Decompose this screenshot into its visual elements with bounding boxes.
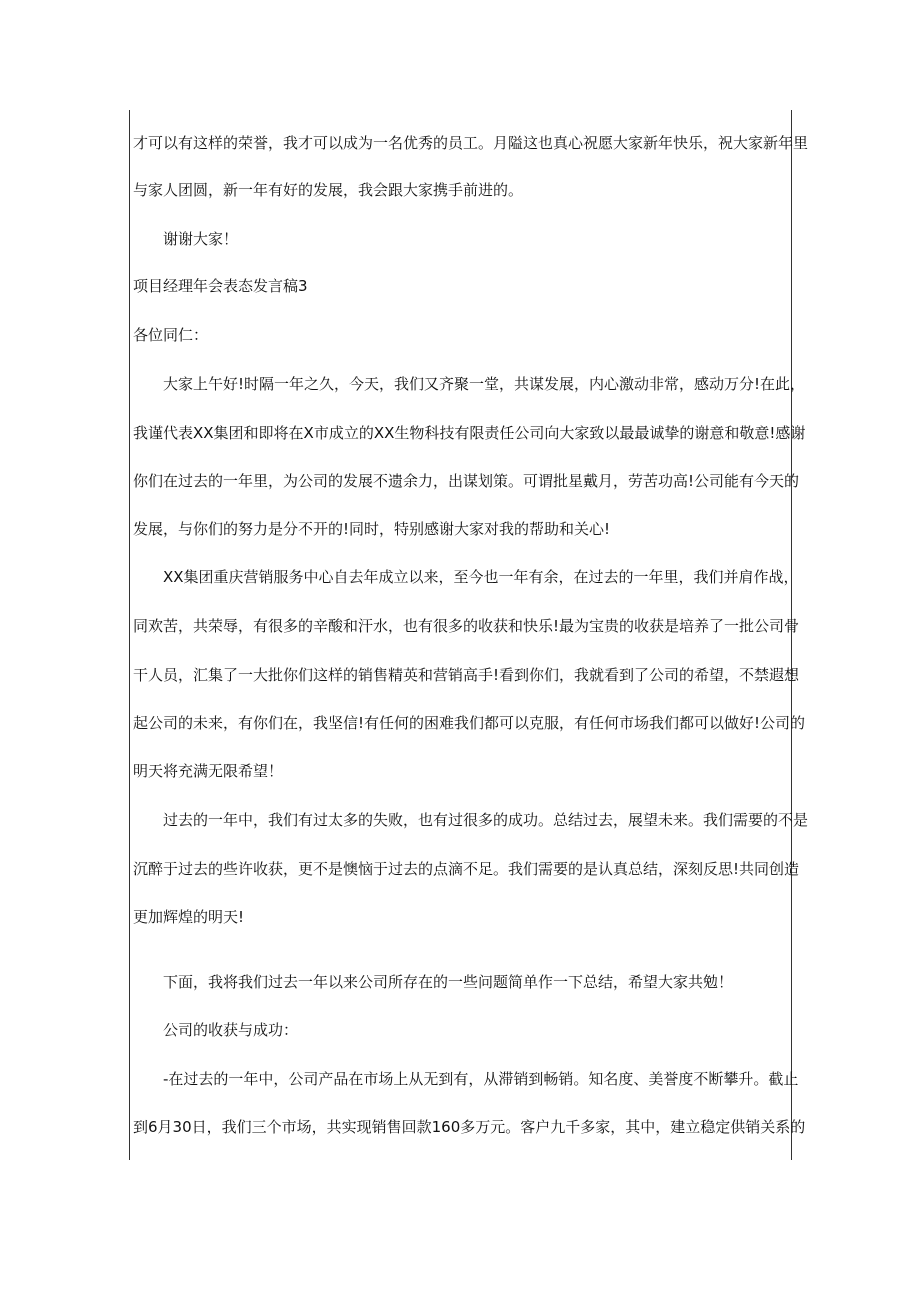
text-line: 同欢苦，共荣辱，有很多的辛酸和汗水，也有很多的收获和快乐!最为宝贵的收获是培养了一批公司骨	[133, 617, 800, 635]
text-line: 才可以有这样的荣誉，我才可以成为一名优秀的员工。月隘这也真心祝愿大家新年快乐，祝大家新年里	[133, 134, 809, 152]
text-line: 沉醉于过去的些许收获，更不是懊恼于过去的点滴不足。我们需要的是认真总结，深刻反思!共同创造	[133, 860, 800, 878]
text-line: 起公司的未来，有你们在，我坚信!有任何的困难我们都可以克服，有任何市场我们都可以做好!公司的	[133, 714, 806, 732]
text-line: 明天将充满无限希望！	[133, 762, 284, 780]
salutation: 各位同仁：	[133, 326, 209, 344]
text-line: 发展，与你们的努力是分不开的!同时，特别感谢大家对我的帮助和关心!	[133, 520, 611, 538]
text-line: 下面，我将我们过去一年以来公司所存在的一些问题简单作一下总结，希望大家共勉！	[163, 973, 734, 991]
text-line: 你们在过去的一年里，为公司的发展不遗余力，出谋划策。可谓批星戴月，劳苦功高!公司能有今天的	[133, 472, 800, 490]
text-line: 更加辉煌的明天!	[133, 908, 245, 926]
text-line: -在过去的一年中，公司产品在市场上从无到有，从滞销到畅销。知名度、美誉度不断攀升。截止	[163, 1070, 799, 1088]
text-line: 到6月30日，我们三个市场，共实现销售回款160多万元。客户九千多家，其中，建立稳定供销关系的	[133, 1118, 806, 1136]
text-line: 与家人团圆，新一年有好的发展，我会跟大家携手前进的。	[133, 181, 524, 199]
section-heading: 项目经理年会表态发言稿3	[133, 277, 308, 295]
text-line: 谢谢大家！	[163, 230, 239, 248]
text-line: 大家上午好!时隔一年之久，今天，我们又齐聚一堂，共谋发展，内心激动非常，感动万分!在此，	[163, 375, 806, 393]
text-line: 干人员，汇集了一大批你们这样的销售精英和营销高手!看到你们，我就看到了公司的希望，不禁遐想	[133, 666, 800, 684]
text-line: 我谨代表XX集团和即将在X市成立的XX生物科技有限责任公司向大家致以最最诚挚的谢意和敬意!感谢	[133, 424, 806, 442]
text-line: XX集团重庆营销服务中心自去年成立以来，至今也一年有余，在过去的一年里，我们并肩作战，	[163, 568, 799, 586]
text-line: 过去的一年中，我们有过太多的失败，也有过很多的成功。总结过去，展望未来。我们需要的不是	[163, 811, 809, 829]
page-frame	[129, 110, 792, 1160]
text-line: 公司的收获与成功：	[163, 1021, 299, 1039]
